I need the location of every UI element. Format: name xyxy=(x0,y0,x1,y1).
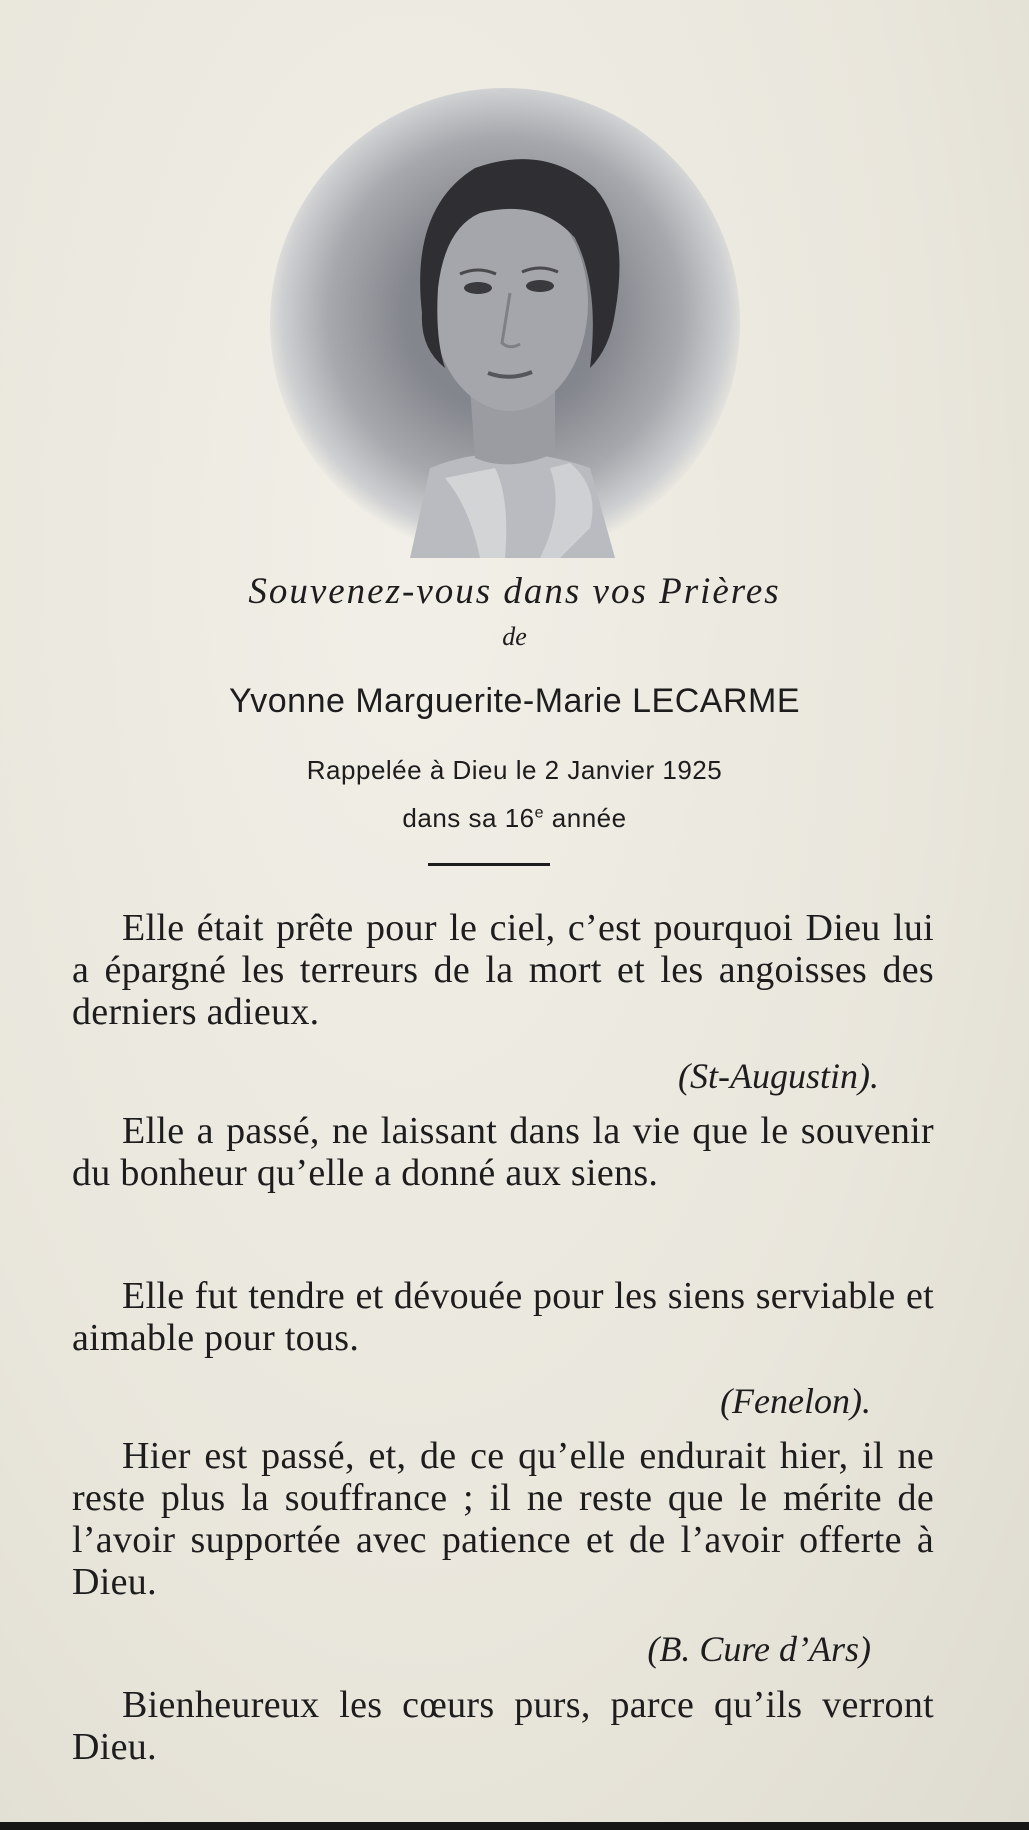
date-of-death: Rappelée à Dieu le 2 Janvier 1925 xyxy=(306,755,723,785)
age-line xyxy=(0,803,1029,834)
divider-rule xyxy=(428,863,550,866)
passage-5-text: Bienheureux les cœurs purs, parce qu’ils verront Dieu. xyxy=(72,1684,934,1768)
passage-4-text: Hier est passé, et, de ce qu’elle endurait hier, il ne reste plus la souffrance ; il ne reste que le mérite de l’avoir supportée avec patience et de l’avoir offerte à Dieu. xyxy=(72,1435,934,1603)
deceased-name: Yvonne Marguerite-Marie LECARME xyxy=(228,682,801,720)
attribution-augustin: (St-Augustin). xyxy=(678,1056,879,1096)
age-number: 16 xyxy=(504,803,535,833)
age-superscript: e xyxy=(534,804,545,822)
portrait-figure-icon xyxy=(270,88,740,558)
passage-1-text: Elle était prête pour le ciel, c’est pourquoi Dieu lui a épargné les terreurs de la mort et les angoisses des derniers adieux. xyxy=(72,907,934,1033)
passage-3 xyxy=(72,1275,934,1359)
age-suffix: année xyxy=(551,803,627,833)
passage-2-text: Elle a passé, ne laissant dans la vie que le souvenir du bonheur qu’elle a donné aux siens. xyxy=(72,1110,934,1194)
portrait-photo xyxy=(270,88,740,558)
attribution-fenelon: (Fenelon). xyxy=(720,1381,871,1421)
passage-3-text: Elle fut tendre et dévouée pour les siens serviable et aimable pour tous. xyxy=(72,1275,934,1359)
remember-heading: Souvenez-vous dans vos Prières xyxy=(248,571,781,612)
de-line: de xyxy=(502,622,527,651)
passage-5 xyxy=(72,1684,934,1768)
passage-4 xyxy=(72,1435,934,1603)
passage-1 xyxy=(72,907,934,1033)
passage-2 xyxy=(72,1110,934,1194)
age-prefix: dans sa xyxy=(402,803,497,833)
attribution-cure-ars: (B. Cure d’Ars) xyxy=(647,1629,871,1669)
